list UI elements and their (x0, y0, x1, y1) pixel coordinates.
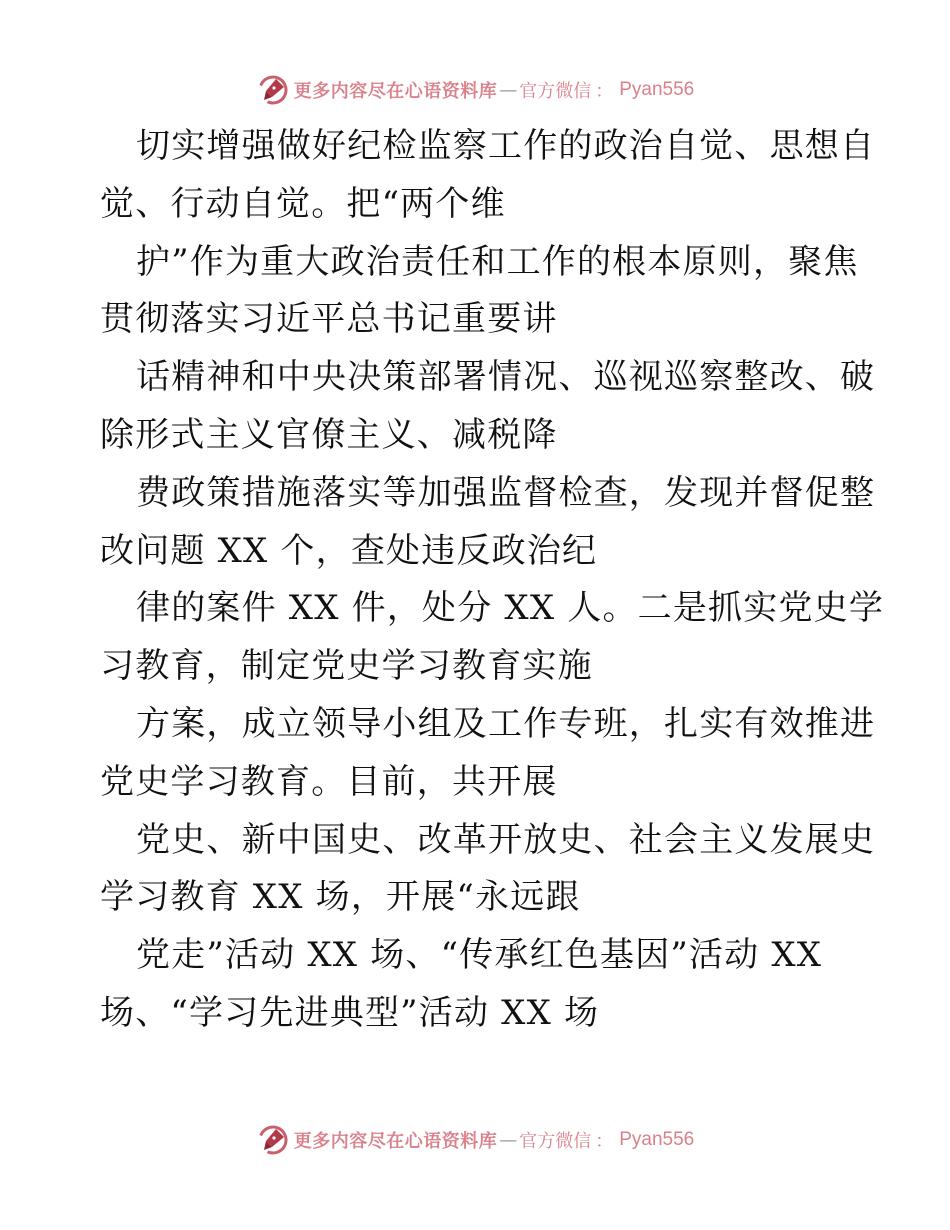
footer-banner (0, 1120, 950, 1160)
body-line: 切实增强做好纪检监察工作的政治自觉、思想自 (136, 126, 876, 166)
banner-wechat-id: Pyan556 (619, 1129, 695, 1150)
banner-separator: ： (595, 1131, 614, 1152)
body-line: 除形式主义官僚主义、减税降 (100, 414, 558, 455)
banner-wechat-id: Pyan556 (619, 79, 695, 100)
banner-wechat-label: 官方微信 (519, 81, 592, 102)
body-line: 费政策措施落实等加强监督检查，发现并督促整 (136, 472, 876, 513)
banner-wechat-label: 官方微信 (519, 1131, 592, 1152)
banner-dash: — (499, 1129, 518, 1151)
body-line: 律的案件 XX 件，处分 XX 人。二是抓实党史学 (136, 588, 885, 629)
banner-separator: ： (595, 81, 614, 102)
banner-site-name: 更多内容尽在心语资料库 (293, 1131, 498, 1152)
body-line: 觉、行动自觉。把“两个维 (100, 183, 506, 224)
pen-nib-logo-icon (256, 1123, 290, 1157)
body-line: 方案，成立领导小组及工作专班，扎实有效推进 (136, 703, 876, 744)
body-line: 习教育，制定党史学习教育实施 (100, 646, 593, 687)
body-line: 场、“学习先进典型”活动 XX 场 (100, 992, 600, 1033)
banner-site-name: 更多内容尽在心语资料库 (293, 81, 498, 102)
body-line: 贯彻落实习近平总书记重要讲 (100, 299, 558, 340)
body-line: 党史学习教育。目前，共开展 (100, 761, 558, 802)
banner-dash: — (499, 79, 518, 101)
body-line: 党史、新中国史、改革开放史、社会主义发展史 (136, 819, 876, 860)
body-line: 学习教育 XX 场，开展“永远跟 (100, 877, 581, 918)
body-line: 护”作为重大政治责任和工作的根本原则，聚焦 (136, 241, 859, 282)
pen-nib-logo-icon (256, 73, 290, 107)
body-line: 话精神和中央决策部署情况、巡视巡察整改、破 (136, 357, 876, 398)
body-text (100, 118, 885, 1043)
header-banner (0, 70, 950, 110)
body-line: 改问题 XX 个，查处违反政治纪 (100, 530, 598, 571)
body-line: 党走”活动 XX 场、“传承红色基因”活动 XX (136, 935, 823, 976)
